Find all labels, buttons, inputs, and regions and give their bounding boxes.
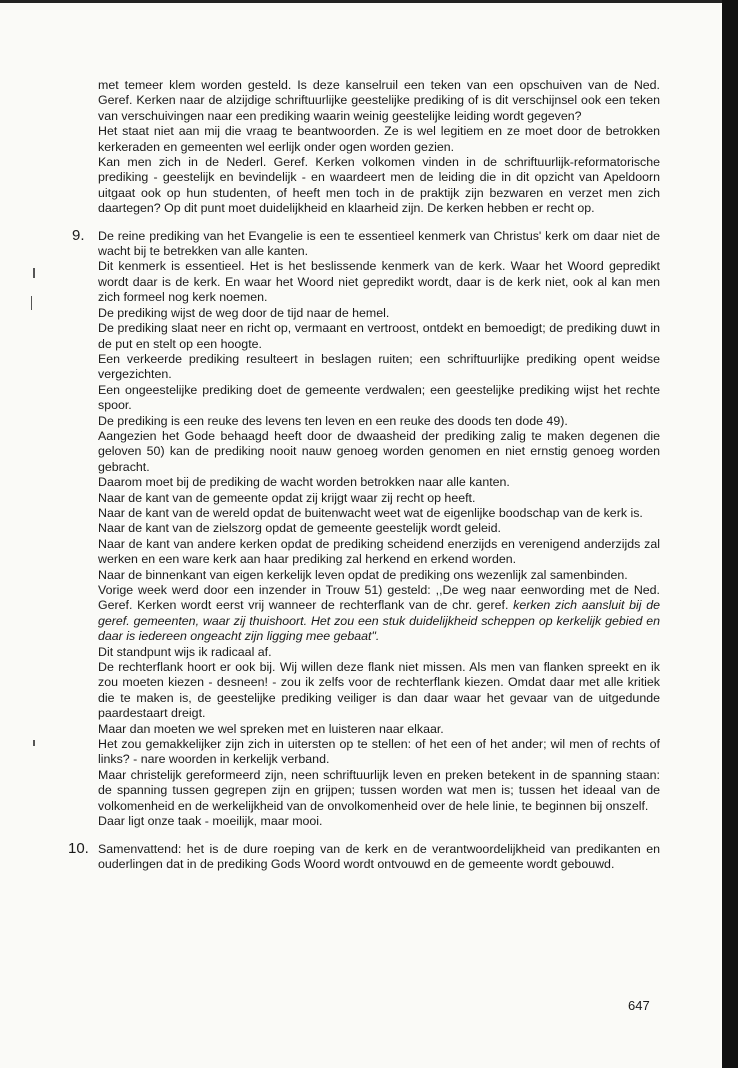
paragraph: Maar christelijk gereformeerd zijn, neen schriftuurlijk leven en preken betekent in de spanning staan: de spanning tussen gegrepen zijn en grijpen; tussen worden wat men is; tussen het ideaal van de volkomenheid en de werkelijkheid van de onvolkomenheid over de hele linie, te beginnen bij onszelf. [98,767,660,813]
margin-mark [33,740,35,746]
paragraph: De reine prediking van het Evangelie is een te essentieel kenmerk van Christus' kerk om daar niet de wacht bij te betrekken van alle kanten. [98,228,660,259]
paragraph: Dit standpunt wijs ik radicaal af. [98,644,272,659]
paragraph: Daarom moet bij de prediking de wacht worden betrokken naar alle kanten. [98,475,510,490]
paragraph: Een verkeerde prediking resulteert in beslagen ruiten; een schriftuurlijke prediking opent weidse vergezichten. [98,351,660,382]
quote-paragraph [98,583,660,645]
section-9 [72,226,660,830]
paragraph: Samenvattend: het is de dure roeping van de kerk en de verantwoordelijkheid van predikanten en ouderlingen dat in de prediking Gods Woord wordt ontvouwd en de gemeente wordt gebouwd. [98,841,660,871]
section-number: 10. [68,839,89,857]
section-number: 9. [72,226,85,244]
margin-mark [31,296,32,310]
paragraph: De prediking slaat neer en richt op, vermaant en vertroost, ontdekt en bemoedigt; de prediking duwt in de put en stelt op een hoogte. [98,321,660,351]
paragraph: Naar de kant van de gemeente opdat zij krijgt waar zij recht op heeft. [98,490,476,505]
page-number: 647 [628,998,650,1013]
paragraph: Kan men zich in de Nederl. Geref. Kerken volkomen vinden in de schriftuurlijk-reformatorische prediking - geestelijk en bevindelijk - en waardeert men de leiding die in dit opzicht van Apeldoorn uitgaat ook op hun studenten, of heeft men toch in de praktijk zijn bezwaren en verzet men zich daartegen? Op dit punt moet duidelijkheid en klaarheid zijn. De kerken hebben er recht op. [98,155,660,216]
scan-edge [722,0,738,1068]
margin-mark [33,268,35,278]
document-body [68,78,660,872]
paragraph: De rechterflank hoort er ook bij. Wij willen deze flank niet missen. Als men van flanken spreekt en ik zou moeten kiezen - desneen! - zou ik zelfs voor de rechterflank kiezen. Omdat daar met alle kritiek die te maken is, de geestelijke prediking veiliger is dan daar waar het gevaar van de uitgedunde paardestaart dreigt. [98,660,660,721]
paragraph: Naar de binnenkant van eigen kerkelijk leven opdat de prediking ons wezenlijk zal samenbinden. [98,567,628,582]
paragraph: Naar de kant van andere kerken opdat de prediking scheidend enerzijds en verenigend anderzijds zal werken en een ware kerk aan haar prediking zal herkend en erkend worden. [98,536,660,567]
quote-italic: kerken zich aansluit bij de geref. gemeenten, waar zij thuishoort. Het zou een stuk duidelijkheid scheppen op kerkelijk gebied en daar is iedereen ongeacht zijn ligging mee gebaat". [98,598,660,644]
paragraph: Het zou gemakkelijker zijn zich in uitersten op te stellen: of het een of het ander; wil men of rechts of links? - nare woorden in kerkelijk verband. [98,737,660,767]
paragraph: De prediking is een reuke des levens ten leven en een reuke des doods ten dode 49). [98,413,568,428]
section-10 [68,839,660,873]
paragraph: Het staat niet aan mij die vraag te beantwoorden. Ze is wel legitiem en ze moet door de betrokken kerkeraden en gemeenten wel eerlijk onder ogen worden gezien. [98,124,660,154]
paragraph: Dit kenmerk is essentieel. Het is het beslissende kenmerk van de kerk. Waar het Woord gepredikt wordt daar is de kerk. En waar het Woord niet gepredikt wordt, daar is de kerk niet, ook al kan men zich formeel nog kerk noemen. [98,259,660,305]
paragraph: met temeer klem worden gesteld. Is deze kanselruil een teken van een opschuiven van de Ned. Geref. Kerken naar de alzijdige schriftuurlijke geestelijke prediking of is dit verschijnsel ook een teken van verschuivingen naar een prediking waarin weinig geestelijke leiding wordt gegeven? [98,78,660,123]
scan-edge [0,0,738,3]
paragraph: De prediking wijst de weg door de tijd naar de hemel. [98,305,390,320]
paragraph: Naar de kant van de wereld opdat de buitenwacht weet wat de eigenlijke boodschap van de kerk is. [98,505,643,520]
paragraph: Een ongeestelijke prediking doet de gemeente verdwalen; een geestelijke prediking wijst het rechte spoor. [98,382,660,413]
paragraph: Aangezien het Gode behaagd heeft door de dwaasheid der prediking zalig te maken degenen die geloven 50) kan de prediking nooit nauw genoeg worden genomen en niet ernstig genoeg worden gebracht. [98,428,660,474]
paragraph: Daar ligt onze taak - moeilijk, maar mooi. [98,814,323,829]
paragraph: Maar dan moeten we wel spreken met en luisteren naar elkaar. [98,721,444,736]
quote-lead: Vorige week werd door een inzender in Trouw 51) gesteld: ,,De weg naar eenwording met de Ned. Geref. Kerken wordt eerst vrij wanneer de rechterflank van de chr. geref. [98,583,660,613]
paragraph: Naar de kant van de zielszorg opdat de gemeente geestelijk wordt geleid. [98,521,501,536]
